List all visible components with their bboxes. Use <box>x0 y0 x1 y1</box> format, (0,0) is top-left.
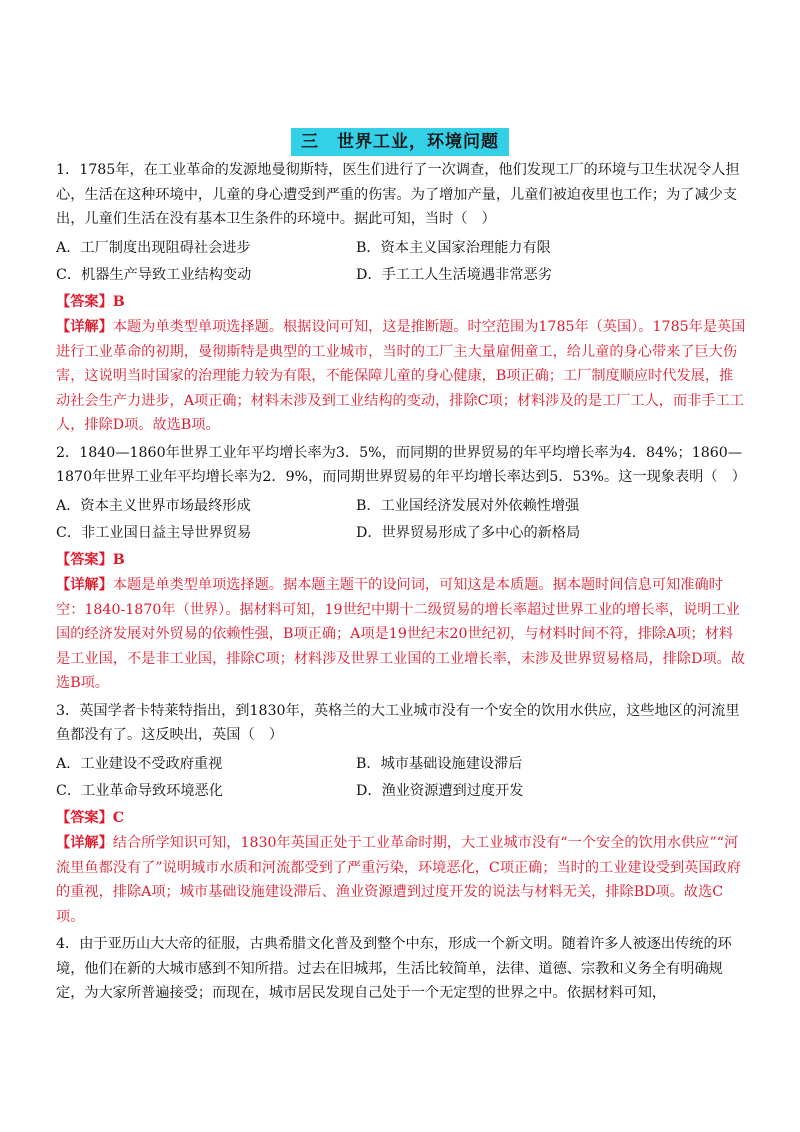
explanation-label: 【详解】 <box>56 835 113 851</box>
question-stem: 4．由于亚历山大大帝的征服，古典希腊文化普及到整个中东，形成一个新文明。随着许多人被逐出传统的环境，他们在新的大城市感到不知所措。过去在旧城邦，生活比较简单，法律、道德、宗教和义务全有明确规定，为大家所普遍接受；而现在，城市居民发现自己处于一个无定型的世界之中。依据材料可知， <box>56 936 732 1001</box>
question-stem: 2．1840—1860年世界工业年平均增长率为3．5%，而同期的世界贸易的年平均增长率为4．84%；1860—1870年世界工业年平均增长率为2．9%，而同期世界贸易的年平均增长率达到5．53%。这一现象表明（ ） <box>56 444 746 485</box>
question-list <box>56 158 746 1009</box>
explanation <box>56 573 746 696</box>
explanation-label: 【详解】 <box>56 319 113 335</box>
title-bar <box>0 128 800 156</box>
option-a: A．工厂制度出现阻碍社会进步 <box>56 239 251 256</box>
explanation-text: 结合所学知识可知，1830年英国正处于工业革命时期，大工业城市没有“一个安全的饮用水供应”“河流里鱼都没有了”说明城市水质和河流都受到了严重污染，环境恶化，C项正确；当时的工业建设受到英国政府的重视，排除A项；城市基础设施建设滞后、渔业资源遭到过度开发的说法与材料无关，排除BD项。故选C项。 <box>56 835 741 925</box>
option-d: D．渔业资源遭到过度开发 <box>356 782 524 799</box>
explanation-text: 本题是单类型单项选择题。据本题主题干的设问词，可知这是本质题。据本题时间信息可知准确时空：1840-1870年（世界）。据材料可知，19世纪中期十二级贸易的增长率超过世界工业的增长率，说明工业国的经济发展对外贸易的依赖性强，B项正确；A项是19世纪末20世纪初，与材料时间不符，排除A项；材料是工业国，不是非工业国，排除C项；材料涉及世界工业国的工业增长率，未涉及世界贸易格局，排除D项。故选B项。 <box>56 577 746 691</box>
explanation-text: 本题为单类型单项选择题。根据设问可知，这是推断题。时空范围为1785年（英国）。1785年是英国进行工业革命的初期，曼彻斯特是典型的工业城市，当时的工厂主大量雇佣童工，给儿童的身心带来了巨大伤害，这说明当时国家的治理能力较为有限，不能保障儿童的身心健康，B项正确；工厂制度顺应时代发展，推动社会生产力进步，A项正确；材料未涉及到工业结构的变动，排除C项；材料涉及的是工厂工人，而非手工工人，排除D项。故选B项。 <box>56 319 746 433</box>
option-b: B．资本主义国家治理能力有限 <box>356 239 551 256</box>
option-d: D．世界贸易形成了多中心的新格局 <box>356 524 581 541</box>
option-c: C．工业革命导致环境恶化 <box>56 782 223 799</box>
answer-line: 【答案】C <box>56 809 125 826</box>
option-d: D．手工工人生活境遇非常恶劣 <box>356 266 552 283</box>
option-c: C．非工业国日益主导世界贸易 <box>56 524 252 541</box>
explanation <box>56 315 746 438</box>
explanation <box>56 831 746 929</box>
option-grid <box>56 493 746 547</box>
option-grid <box>56 235 746 289</box>
question-stem: 1．1785年，在工业革命的发源地曼彻斯特，医生们进行了一次调查，他们发现工厂的环境与卫生状况令人担心，生活在这种环境中，儿童的身心遭受到严重的伤害。为了增加产量，儿童们被迫夜里也工作；为了减少支出，儿童们生活在没有基本卫生条件的环境中。据此可知，当时（ ） <box>56 162 740 227</box>
option-b: B．城市基础设施建设滞后 <box>356 755 523 772</box>
option-a: A．资本主义世界市场最终形成 <box>56 497 251 514</box>
answer-line: 【答案】B <box>56 551 125 568</box>
section-title: 三 世界工业，环境问题 <box>291 128 509 156</box>
question-stem: 3．英国学者卡特莱特指出，到1830年，英格兰的大工业城市没有一个安全的饮用水供应，这些地区的河流里鱼都没有了。这反映出，英国（ ） <box>56 702 740 743</box>
explanation-label: 【详解】 <box>56 577 113 593</box>
option-grid <box>56 751 746 805</box>
option-c: C．机器生产导致工业结构变动 <box>56 266 252 283</box>
answer-line: 【答案】B <box>56 293 125 310</box>
option-b: B．工业国经济发展对外依赖性增强 <box>356 497 580 514</box>
option-a: A．工业建设不受政府重视 <box>56 755 223 772</box>
